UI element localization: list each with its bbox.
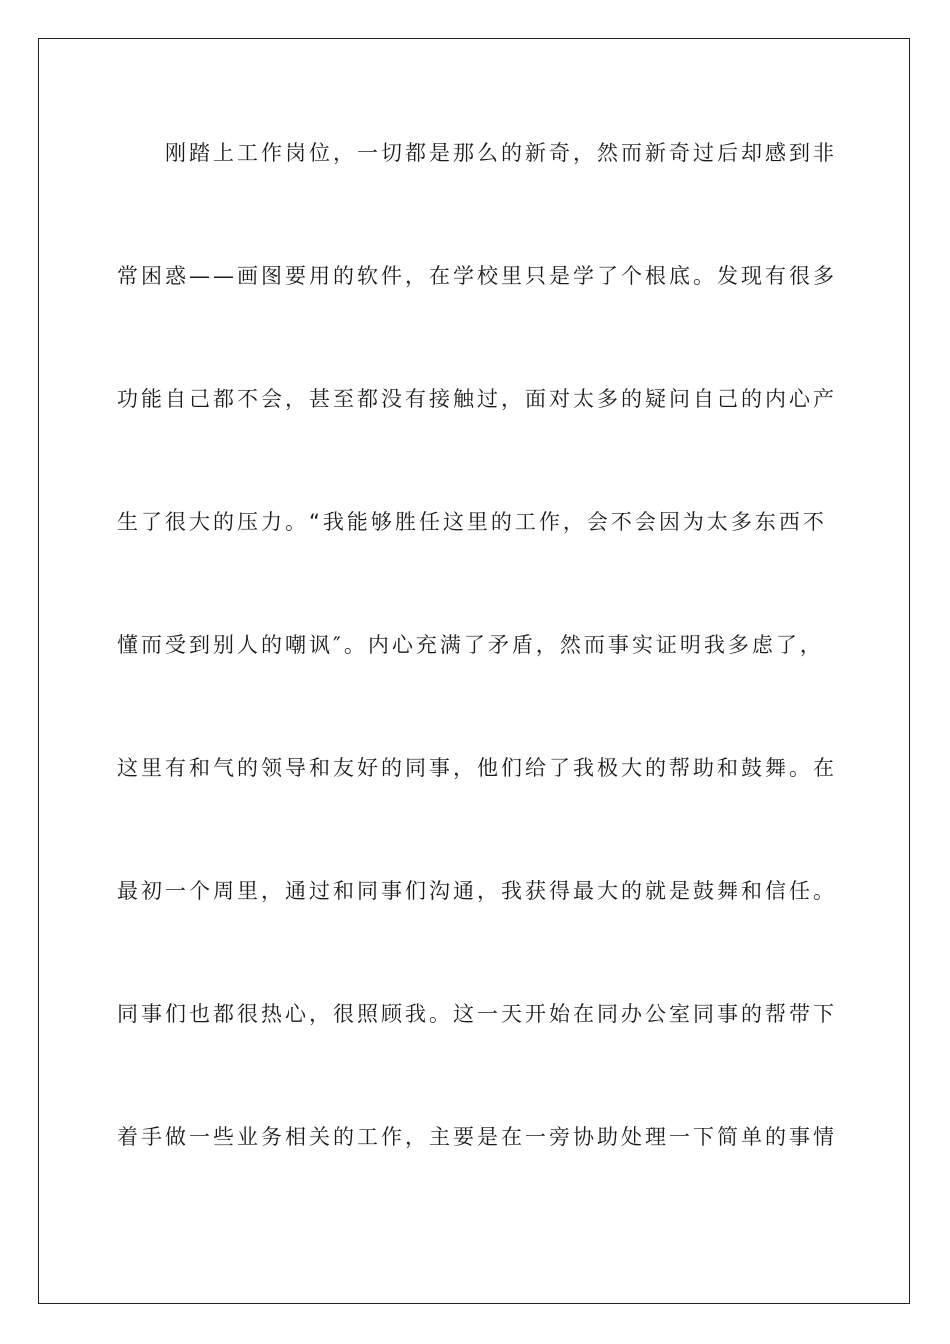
body-text: [117, 128, 837, 1235]
text-line: 刚踏上工作岗位，一切都是那么的新奇，然而新奇过后却感到非: [165, 141, 837, 165]
text-line: 常困惑——画图要用的软件，在学校里只是学了个根底。发现有很多: [117, 264, 837, 288]
text-line: 功能自己都不会，甚至都没有接触过，面对太多的疑问自己的内心产: [117, 387, 837, 411]
text-line: 懂而受到别人的嘲讽″。内心充满了矛盾，然而事实证明我多虑了，: [117, 633, 824, 657]
text-line: 生了很大的压力。“我能够胜任这里的工作，会不会因为太多东西不: [117, 510, 827, 534]
text-line: 最初一个周里，通过和同事们沟通，我获得最大的就是鼓舞和信任。: [117, 879, 837, 903]
text-line: 同事们也都很热心，很照顾我。这一天开始在同办公室同事的帮带下: [117, 1002, 837, 1026]
text-line: 这里有和气的领导和友好的同事，他们给了我极大的帮助和鼓舞。在: [117, 756, 837, 780]
text-line: 着手做一些业务相关的工作，主要是在一旁协助处理一下简单的事情: [117, 1125, 837, 1149]
